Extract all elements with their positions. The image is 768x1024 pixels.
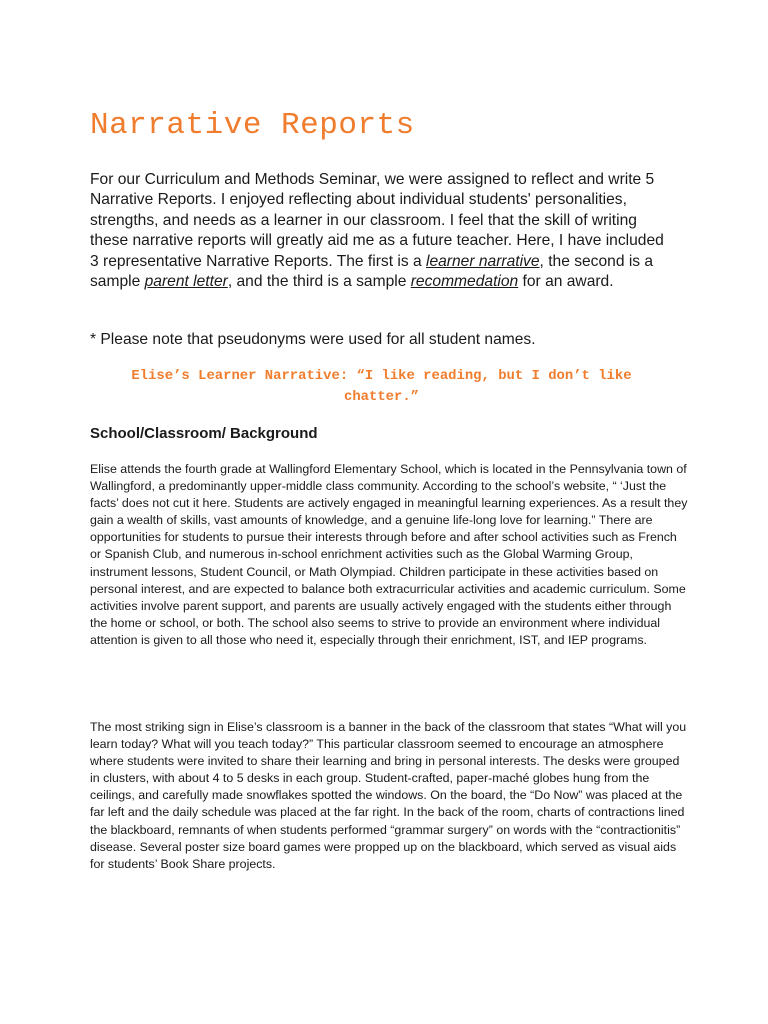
background-paragraph-2: The most striking sign in Elise’s classroom is a banner in the back of the classroom that states “What will you learn today? What will you teach today?” This particular classroom seemed to encourage an atmosphere where students were invited to share their learning and bring in personal interests. The desks were grouped in clusters, with about 4 to 5 desks in each group. Student-crafted, paper-maché globes hung from the ceilings, and carefully made snowflakes spotted the windows. On the board, the “Do Now” was placed at the far left and the daily schedule was placed at the far right. In the back of the room, charts of contractions lined the blackboard, remnants of when students performed “grammar surgery” on words with the “contractionitis” disease. Several poster size board games were propped up on the blackboard, which served as visual aids for students’ Book Share projects. (90, 720, 687, 871)
learner-narrative-link[interactable]: learner narrative (425, 252, 540, 270)
intro-text-3: , and the third is a sample (227, 273, 411, 291)
intro-text-4: for an award. (518, 273, 614, 291)
narrative-subtitle: Elise’s Learner Narrative: “I like reading, but I don’t like chatter.” (131, 368, 632, 405)
section-heading: School/Classroom/ Background (90, 425, 318, 442)
page-title: Narrative Reports (90, 108, 415, 143)
recommendation-link[interactable]: recommedation (410, 273, 519, 291)
intro-text-1: For our Curriculum and Methods Seminar, we were assigned to reflect and write 5 Narrative Reports. I enjoyed reflecting about individual students' personalities, strengths, and needs as a learner in our classroom. I feel that the skill of writing these narrative reports will greatly aid me as a future teacher. Here, I have included 3 representative Narrative Reports. The first is a (90, 171, 664, 270)
intro-text-2: , the second is a sample (90, 252, 654, 291)
background-paragraph-1: Elise attends the fourth grade at Wallingford Elementary School, which is located in the Pennsylvania town of Wallingford, a predominantly upper-middle class community. According to the school’s website, “ ‘Just the facts’ does not cut it here. Students are actively engaged in meaningful learning experiences. As a result they gain a wealth of skills, vast amounts of knowledge, and a genuine life-long love for learning.” There are opportunities for students to pursue their interests through before and after school activities such as French or Spanish Club, and numerous in-school enrichment activities such as the Global Warming Group, instrument lessons, Student Council, or Math Olympiad. Children participate in these activities based on personal interest, and are expected to balance both extracurricular activities and academic curriculum. Some activities involve parent support, and parents are usually actively engaged with the students either through the home or school, or both. The school also seems to strive to provide an environment where individual attention is given to all those who need it, especially through their enrichment, IST, and IEP programs. (90, 462, 688, 647)
pseudonym-note: * Please note that pseudonyms were used for all student names. (90, 331, 536, 348)
intro-paragraph (90, 170, 665, 292)
parent-letter-link[interactable]: parent letter (144, 273, 228, 291)
